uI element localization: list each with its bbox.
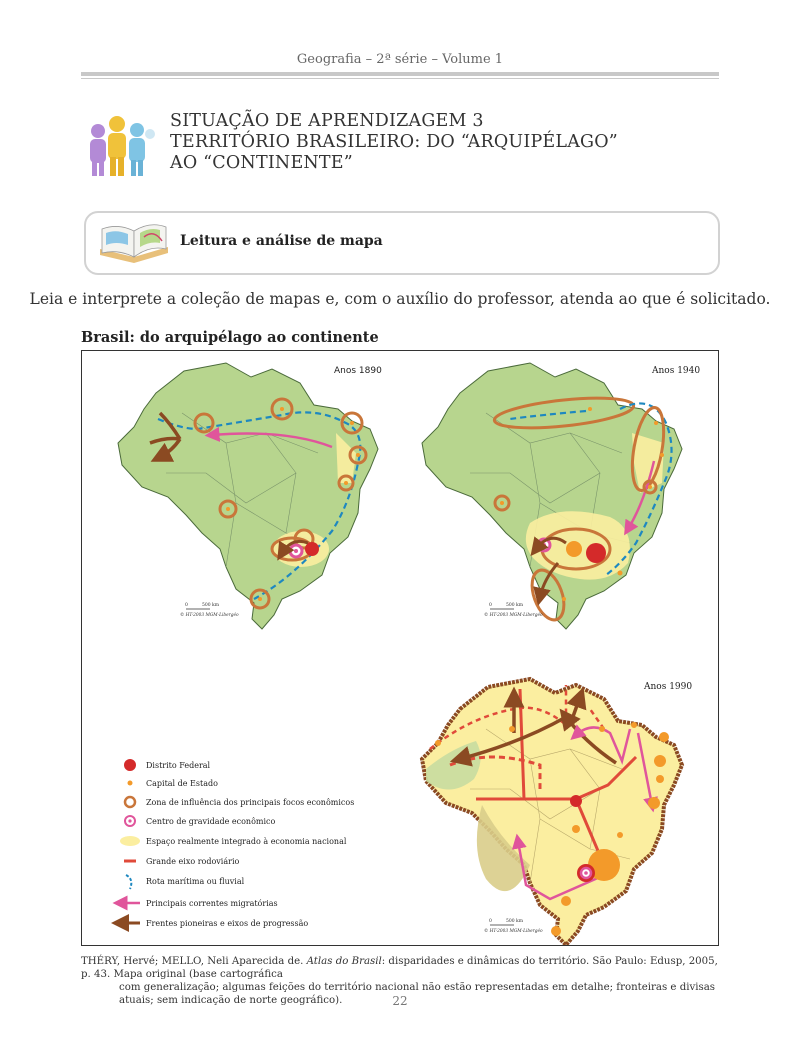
running-head: Geografia – 2ª série – Volume 1 <box>296 52 504 67</box>
figure-heading: Brasil: do arquipélago ao continente <box>81 329 379 346</box>
scale-zero: 0 <box>489 603 492 608</box>
scale-zero: 0 <box>185 603 188 608</box>
map-credit: © HT-2003 MGM-Libergéo <box>180 613 239 618</box>
map-period: Anos 1890 <box>334 366 382 376</box>
situation-title-line: SITUAÇÃO DE APRENDIZAGEM 3 <box>170 111 484 131</box>
map-scale <box>484 918 543 934</box>
map-1940 <box>422 363 700 629</box>
map-figure <box>81 350 719 946</box>
situation-title-line: TERRITÓRIO BRASILEIRO: DO “ARQUIPÉLAGO” <box>170 132 618 152</box>
legend-label: Rota marítima ou fluvial <box>146 877 245 886</box>
map-credit: © HT-2003 MGM-Libergéo <box>484 929 543 934</box>
map-credit: © HT-2003 MGM-Libergéo <box>484 613 543 618</box>
legend-label: Grande eixo rodoviário <box>146 857 240 866</box>
legend-symbol-rota <box>126 875 131 889</box>
legend-label: Centro de gravidade econômico <box>146 817 276 826</box>
scale-label: 500 km <box>506 919 524 924</box>
legend-label: Capital de Estado <box>146 779 218 788</box>
caption-rest: : disparidades e dinâmicas do território. São Paulo: Edusp, 2005, p. 43. Mapa original (base cartográfica <box>81 956 718 980</box>
header-rule-thin <box>81 78 719 79</box>
legend-label: Principais correntes migratórias <box>146 899 278 908</box>
header-rule <box>81 72 719 76</box>
map-scale <box>180 602 239 618</box>
map-1890 <box>118 363 382 629</box>
open-book-icon <box>94 219 174 265</box>
scale-zero: 0 <box>489 919 492 924</box>
caption-book: Atlas do Brasil <box>306 956 382 967</box>
map-legend <box>120 759 354 928</box>
map-scale <box>484 602 543 618</box>
scale-label: 500 km <box>202 603 220 608</box>
legend-label: Distrito Federal <box>146 761 211 770</box>
map-1990 <box>422 679 692 945</box>
page-number: 22 <box>392 994 408 1008</box>
map-period: Anos 1940 <box>652 366 701 376</box>
map-period: Anos 1990 <box>644 682 693 692</box>
legend-label: Frentes pioneiras e eixos de progressão <box>146 919 309 928</box>
legend-label: Zona de influência dos principais focos econômicos <box>146 798 355 807</box>
section-label: Leitura e análise de mapa <box>180 233 383 249</box>
people-icon <box>86 112 156 178</box>
situation-title <box>170 111 618 174</box>
situation-title-line: AO “CONTINENTE” <box>170 153 353 173</box>
intro-text: Leia e interprete a coleção de mapas e, com o auxílio do professor, atenda ao que é solicitado. <box>29 290 771 308</box>
legend-symbol-espaco <box>120 836 140 846</box>
caption-line2: com generalização; algumas feições do território nacional não estão representadas em detalhe; fronteiras e divisas atuais; sem indicação de norte geográfico). <box>119 982 716 1006</box>
caption-author: THÉRY, Hervé; MELLO, Neli Aparecida de. <box>81 956 304 967</box>
scale-label: 500 km <box>506 603 524 608</box>
legend-symbol-zona <box>125 797 135 807</box>
legend-label: Espaço realmente integrado à economia nacional <box>146 837 347 846</box>
legend-symbol-capital <box>128 781 133 786</box>
legend-symbol-distrito-federal <box>124 759 136 771</box>
